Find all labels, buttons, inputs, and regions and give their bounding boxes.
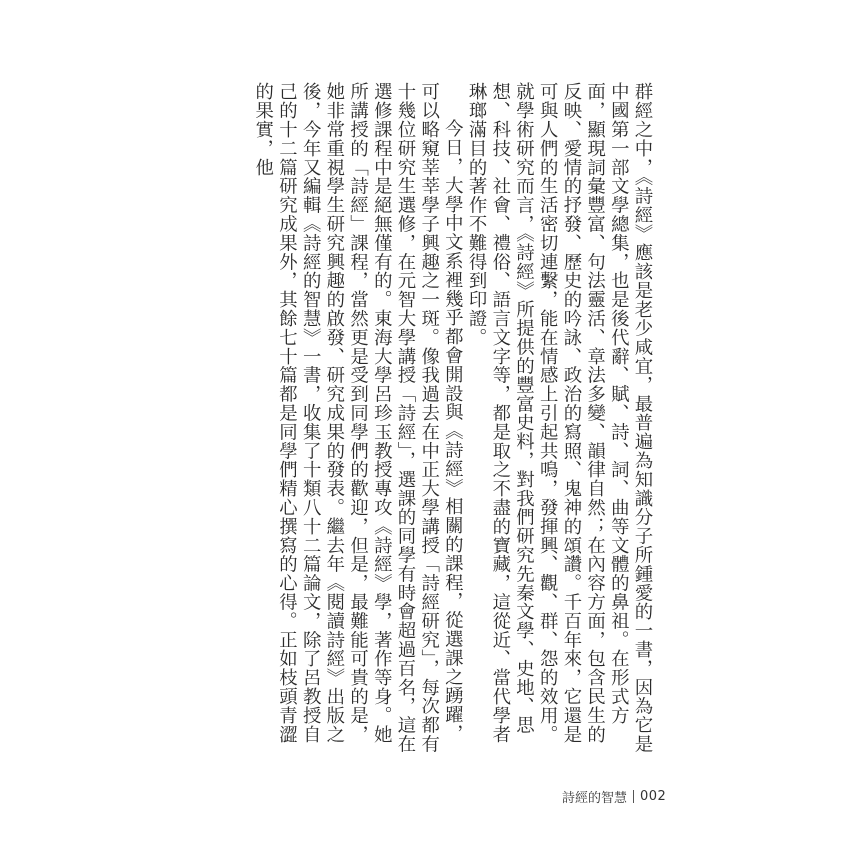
paragraph-2: 今日，大學中文系裡幾乎都會開設與《詩經》相關的課程，從選課之踴躍，可以略窺莘莘學子興趣之一斑。像我過去在中正大學講授「詩經研究」，每次都有十幾位研究生選修，在元智大學講授「詩經」，選課的同學有時會超過百名，這在選修課程中是絕無僅有的。東海大學呂珍玉教授專攻《詩經》學，著作等身。她所講授的「詩經」課程，當然更是受到同學們的歡迎，但是，最難能可貴的是，她非常重視學生研究興趣的啟發、研究成果的發表。繼去年《閱讀詩經》出版之後，今年又編輯《詩經的智慧》一書，收集了十類八十二篇論文，除了呂教授自己的十二篇研究成果外，其餘七十篇都是同學們精心撰寫的心得。正如枝頭青澀的果實，他 (252, 82, 464, 754)
body-text (251, 82, 654, 754)
running-head-title: 詩經的智慧 (562, 791, 628, 806)
paragraph-1: 群經之中，《詩經》應該是老少咸宜，最普遍為知識分子所鍾愛的一書，因為它是中國第一部文學總集，也是後代辭、賦、詩、詞、曲等文體的鼻祖。在形式方面，顯現詞彙豐富、句法靈活、章法多變、韻律自然；在內容方面，包含民生的反映、愛情的抒發、歷史的吟詠、政治的寫照、鬼神的頌讚。千百年來，它還是可與人們的生活密切連繫，能在情感上引起共鳴，發揮興、觀、群、怨的效用。就學術研究而言，《詩經》所提供的豐富史料，對我們研究先秦文學、史地、思想、科技、社會、禮俗、語言文字等，都是取之不盡的寶藏，這從近、當代學者琳瑯滿目的著作不難得到印證。 (466, 82, 653, 754)
page-number: 002 (640, 789, 667, 804)
page-footer (562, 787, 666, 806)
footer-separator (633, 790, 634, 803)
